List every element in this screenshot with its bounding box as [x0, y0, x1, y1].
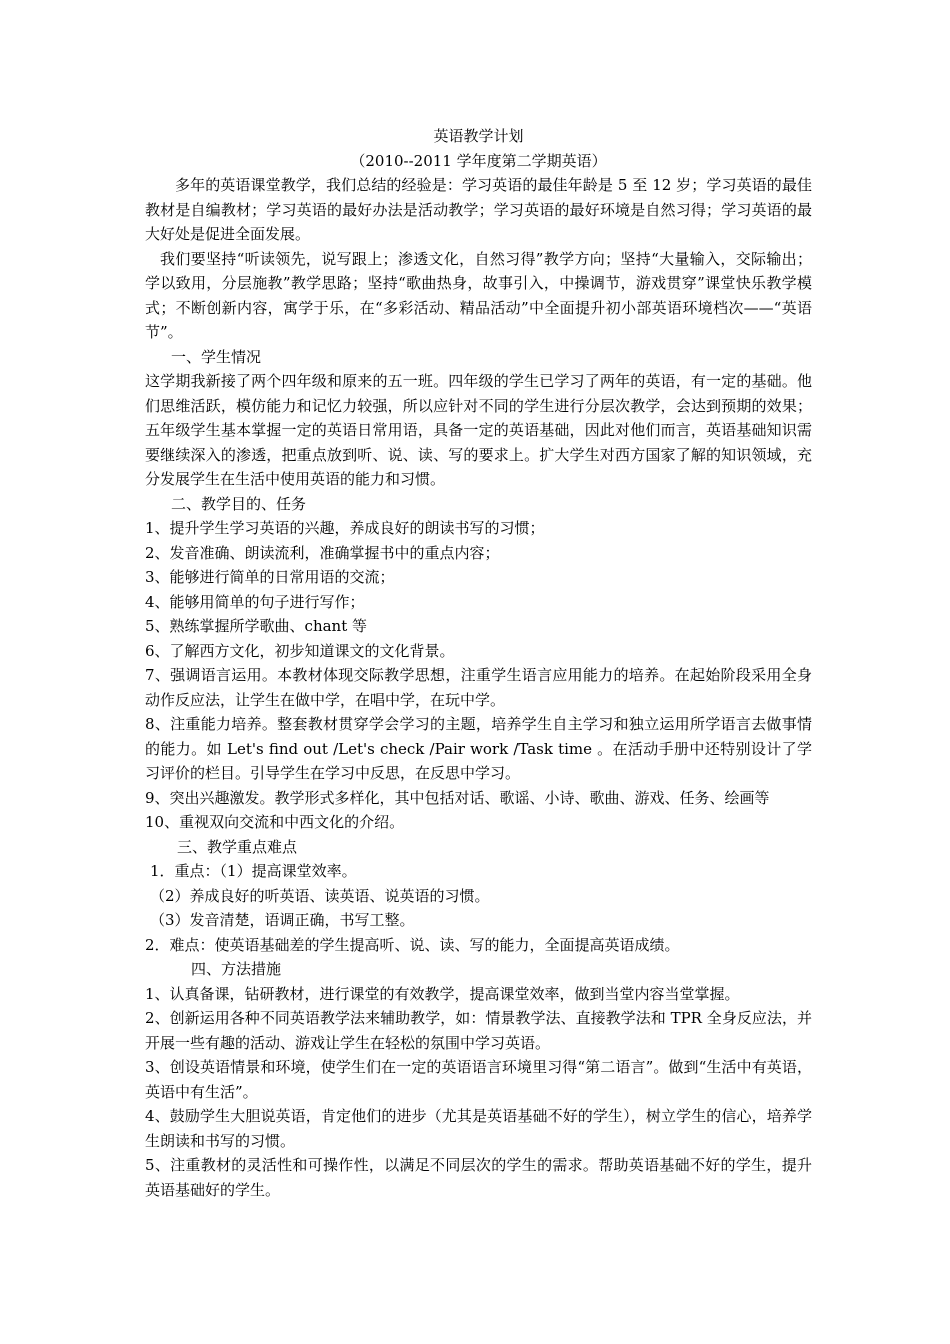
list-item: 3、创设英语情景和环境，使学生们在一定的英语语言环境里习得“第二语言”。做到“生活中有英语，英语中有生活”。: [145, 1058, 812, 1101]
list-item: 5、熟练掌握所学歌曲、chant 等: [145, 617, 368, 635]
document-subtitle: （2010--2011 学年度第二学期英语）: [350, 151, 607, 170]
section-heading-4: 四、方法措施: [191, 960, 282, 978]
intro-paragraph-2: 我们要坚持“听读领先，说写跟上；渗透文化，自然习得”教学方向；坚持“大量输入，交际输出；学以致用，分层施教”教学思路；坚持“歌曲热身，故事引入，中操调节，游戏贯穿”课堂快乐教学模式；不断创新内容，寓学于乐，在“多彩活动、精品活动”中全面提升初小部英语环境档次——“英语节”。: [145, 249, 812, 341]
list-item: 2、创新运用各种不同英语教学法来辅助教学，如：情景教学法、直接教学法和 TPR 全身反应法，并开展一些有趣的活动、游戏让学生在轻松的氛围中学习英语。: [145, 1009, 812, 1052]
section-heading-2: 二、教学目的、任务: [171, 494, 307, 513]
difficulty-point: 2．难点：使英语基础差的学生提高听、说、读、写的能力，全面提高英语成绩。: [145, 935, 680, 954]
list-item: 3、能够进行简单的日常用语的交流；: [145, 568, 395, 586]
document-title: 英语教学计划: [433, 127, 524, 145]
list-item: 7、强调语言运用。本教材体现交际教学思想，注重学生语言应用能力的培养。在起始阶段采用全身动作反应法，让学生在做中学，在唱中学，在玩中学。: [145, 666, 812, 709]
list-item: 2、发音准确、朗读流利，准确掌握书中的重点内容；: [145, 543, 500, 562]
key-point: 1．重点：（1）提高课堂效率。: [150, 862, 357, 880]
list-item: 4、能够用简单的句子进行写作；: [145, 592, 365, 611]
section-heading-1: 一、学生情况: [171, 347, 262, 366]
document-body: [145, 124, 812, 1202]
intro-paragraph-1: 多年的英语课堂教学，我们总结的经验是：学习英语的最佳年龄是 5 至 12 岁；学习英语的最佳教材是自编教材；学习英语的最好办法是活动教学；学习英语的最好环境是自然习得；学习英语的最大好处是促进全面发展。: [145, 176, 812, 243]
key-point-sub: （3）发音清楚，语调正确，书写工整。: [150, 911, 415, 929]
list-item: 1、提升学生学习英语的兴趣，养成良好的朗读书写的习惯；: [145, 519, 545, 537]
key-point-sub: （2）养成良好的听英语、读英语、说英语的习惯。: [150, 886, 490, 905]
list-item: 8、注重能力培养。整套教材贯穿学会学习的主题，培养学生自主学习和独立运用所学语言去做事情的能力。如 Let's find out /Let's check /Pair work /Task time 。在活动手册中还特别设计了学习评价的栏目。引导学生在学习中反思，在反思中学习。: [145, 715, 812, 782]
list-item: 6、了解西方文化，初步知道课文的文化背景。: [145, 641, 455, 660]
section-1-body: 这学期我新接了两个四年级和原来的五一班。四年级的学生已学习了两年的英语，有一定的基础。他们思维活跃，模仿能力和记忆力较强，所以应针对不同的学生进行分层次教学，会达到预期的效果；五年级学生基本掌握一定的英语日常用语，具备一定的英语基础，因此对他们而言，英语基础知识需要继续深入的渗透，把重点放到听、说、读、写的要求上。扩大学生对西方国家了解的知识领域，充分发展学生在生活中使用英语的能力和习惯。: [145, 372, 812, 488]
list-item: 1、认真备课，钻研教材，进行课堂的有效教学，提高课堂效率，做到当堂内容当堂掌握。: [145, 984, 740, 1003]
list-item: 5、注重教材的灵活性和可操作性，以满足不同层次的学生的需求。帮助英语基础不好的学生，提升英语基础好的学生。: [145, 1156, 812, 1199]
list-item: 9、突出兴趣激发。教学形式多样化，其中包括对话、歌谣、小诗、歌曲、游戏、任务、绘画等: [145, 788, 770, 807]
list-item: 10、重视双向交流和中西文化的介绍。: [145, 813, 405, 831]
list-item: 4、鼓励学生大胆说英语，肯定他们的进步（尤其是英语基础不好的学生），树立学生的信心，培养学生朗读和书写的习惯。: [145, 1107, 812, 1150]
section-heading-3: 三、教学重点难点: [177, 837, 298, 856]
